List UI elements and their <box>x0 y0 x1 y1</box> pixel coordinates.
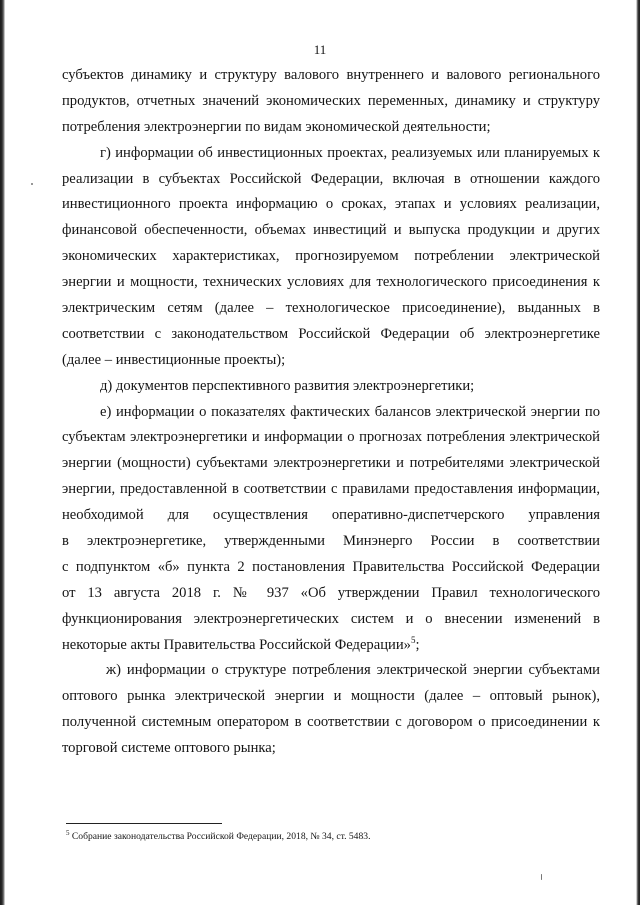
text-line: функционирования электроэнергетических систем и о внесении изменений в <box>62 610 600 627</box>
scan-speck <box>31 183 33 185</box>
footnote-divider <box>66 823 222 824</box>
text-line: энергии и мощности, технических условиях для технологического присоединения к <box>62 274 600 291</box>
text-line: потребления электроэнергии по видам экономической деятельности; <box>62 118 491 135</box>
text-line: продуктов, отчетных значений экономических переменных, динамику и структуру <box>62 92 600 109</box>
footnote-text: Собрание законодательства Российской Федерации, 2018, № 34, ст. 5483. <box>71 831 371 843</box>
text-line: (далее – инвестиционные проекты); <box>62 351 286 368</box>
text-line: реализации в субъектах Российской Федерации, включая в отношении каждого <box>62 170 600 187</box>
text-line: финансовой обеспеченности, объемах инвестиций и выпуска продукции и других <box>62 222 600 239</box>
text-line: электрическим сетям (далее – технологическое присоединение), выданных в <box>62 300 600 317</box>
scan-edge-left <box>0 0 5 905</box>
text-fragment: ; <box>415 636 420 653</box>
text-line: инвестиционного проекта информацию о сроках, этапах и условиях реализации, <box>62 196 600 213</box>
text-line: энергии, предоставленной в соответствии с правилами предоставления информации, <box>62 481 600 498</box>
text-line: д) документов перспективного развития электроэнергетики; <box>100 377 475 394</box>
page-number: 11 <box>313 42 327 57</box>
text-line: с подпунктом «б» пункта 2 постановления Правительства Российской Федерации <box>62 558 600 575</box>
text-line: полученной системным оператором в соответствии с договором о присоединении к <box>62 714 600 731</box>
text-line: в электроэнергетике, утвержденными Минэнерго России в соответствии <box>62 533 600 550</box>
text-line: экономических характеристиках, прогнозируемом потреблении электрической <box>62 248 600 265</box>
text-line: оптового рынка электрической энергии и мощности (далее – оптовый рынок), <box>62 688 600 705</box>
footnote-number: 5 <box>66 829 70 837</box>
document-body <box>62 63 600 762</box>
text-line: необходимой для осуществления оперативно-диспетчерского управления <box>62 507 600 524</box>
footnote-reference[interactable]: 5 <box>410 634 416 645</box>
text-line: г) информации об инвестиционных проектах, реализуемых или планируемых к <box>100 144 600 161</box>
text-line: субъектам электроэнергетики и информации о прогнозах потребления электрической <box>62 429 600 446</box>
text-line-with-footnote <box>62 633 600 659</box>
footnote <box>66 829 370 842</box>
text-line: соответствии с законодательством Российской Федерации об электроэнергетике <box>62 325 600 342</box>
text-line: ж) информации о структуре потребления электрической энергии субъектами <box>106 662 600 679</box>
scan-speck <box>541 874 542 880</box>
text-line: от 13 августа 2018 г. № 937 «Об утверждении Правил технологического <box>62 584 600 601</box>
scan-edge-right <box>636 0 640 905</box>
text-line: субъектов динамику и структуру валового внутреннего и валового регионального <box>62 67 600 83</box>
text-line: торговой системе оптового рынка; <box>62 740 276 757</box>
text-fragment: некоторые акты Правительства Российской Федерации» <box>62 636 411 653</box>
text-line: энергии (мощности) субъектами электроэнергетики и потребителями электрической <box>62 455 600 472</box>
text-line: е) информации о показателях фактических балансов электрической энергии по <box>100 403 600 420</box>
